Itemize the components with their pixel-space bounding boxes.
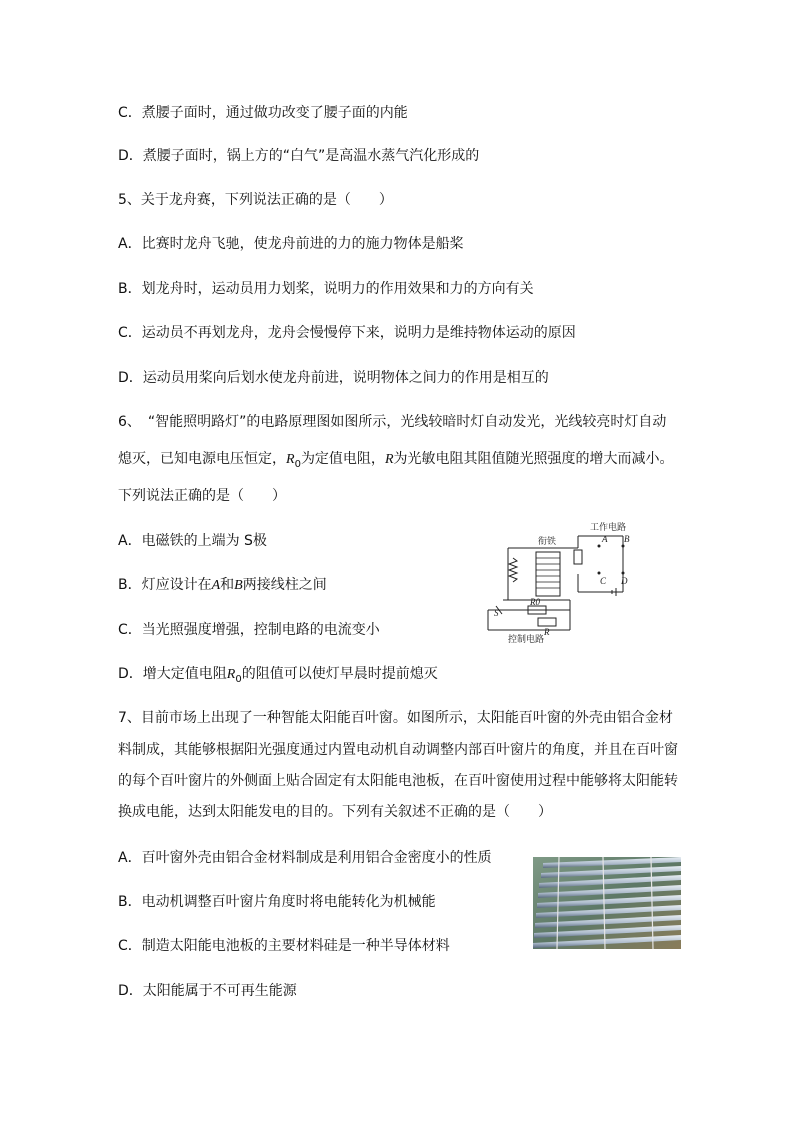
photoresistor-r bbox=[538, 618, 556, 626]
q6-option-b bbox=[118, 575, 327, 596]
solar-blinds-photo bbox=[533, 857, 681, 949]
q5-option-a: A．比赛时龙舟飞驰，使龙舟前进的力的施力物体是船桨 bbox=[118, 236, 464, 252]
q6-option-d-text1: D．增大定值电阻 bbox=[118, 666, 227, 682]
q6-stem-text-c: 为光敏电阻其阻值随光照强度的增大而减小。 bbox=[393, 451, 674, 467]
q6-option-a: A．电磁铁的上端为 S极 bbox=[118, 533, 267, 549]
contact-post bbox=[574, 550, 582, 564]
control-circuit-label: 控制电路 bbox=[508, 635, 545, 645]
q5-option-b: B．划龙舟时，运动员用力划桨，说明力的作用效果和力的方向有关 bbox=[118, 281, 534, 297]
q7-option-b: B．电动机调整百叶窗片角度时将电能转化为机械能 bbox=[118, 894, 436, 910]
q7-option-a: A．百叶窗外壳由铝合金材料制成是利用铝合金密度小的性质 bbox=[118, 850, 492, 866]
terminal-b-label: B bbox=[234, 578, 243, 593]
q7-option-c: C．制造太阳能电池板的主要材料硅是一种半导体材料 bbox=[118, 938, 450, 954]
r0-symbol: R bbox=[286, 452, 295, 467]
q5-stem: 5、关于龙舟赛，下列说法正确的是（ ） bbox=[118, 192, 393, 208]
q6-option-b-text1: B．灯应设计在 bbox=[118, 577, 212, 593]
q6-option-b-text3: 两接线柱之间 bbox=[242, 577, 327, 593]
q4-option-d: D．煮腰子面时，锅上方的“白气”是高温水蒸气汽化形成的 bbox=[118, 148, 480, 164]
label-s: S bbox=[494, 608, 499, 618]
electromagnet-coil bbox=[536, 552, 560, 596]
q6-stem-line1: 6、 “智能照明路灯”的电路原理图如图所示，光线较暗时灯自动发光，光线较亮时灯自动 bbox=[118, 414, 667, 430]
q6-option-c: C．当光照强度增强，控制电路的电流变小 bbox=[118, 622, 380, 638]
q6-option-d bbox=[118, 664, 438, 690]
label-r: R bbox=[544, 627, 550, 637]
label-c: C bbox=[600, 576, 607, 586]
q6-option-d-text2: 的阻值可以使灯早晨时提前熄灭 bbox=[241, 666, 438, 682]
circuit-diagram bbox=[478, 518, 650, 646]
q4-option-c: C．煮腰子面时，通过做功改变了腰子面的内能 bbox=[118, 105, 408, 121]
terminal-b bbox=[622, 545, 625, 548]
q7-stem-line3: 的每个百叶窗片的外侧面上贴合固定有太阳能电池板，在百叶窗使用过程中能够将太阳能转 bbox=[118, 773, 678, 789]
label-r0: R0 bbox=[530, 597, 540, 607]
r0-subscript: 0 bbox=[294, 458, 301, 470]
q7-option-d: D．太阳能属于不可再生能源 bbox=[118, 983, 297, 999]
q6-stem-text-b: 为定值电阻， bbox=[300, 451, 385, 467]
q5-option-c: C．运动员不再划龙舟，龙舟会慢慢停下来，说明力是维持物体运动的原因 bbox=[118, 325, 576, 341]
label-b: B bbox=[624, 534, 630, 544]
r-symbol: R bbox=[384, 452, 394, 467]
spring bbox=[509, 558, 517, 582]
q7-stem-line4: 换成电能，达到太阳能发电的目的。下列有关叙述不正确的是（ ） bbox=[118, 804, 552, 820]
q7-stem-line2: 料制成，其能够根据阳光强度通过内置电动机自动调整内部百叶窗片的角度，并且在百叶窗 bbox=[118, 742, 678, 758]
q5-option-d: D．运动员用桨向后划水使龙舟前进，说明物体之间力的作用是相互的 bbox=[118, 370, 549, 386]
terminal-a-label: A bbox=[211, 578, 221, 593]
q6-stem-text-a: 熄灭，已知电源电压恒定， bbox=[118, 451, 286, 467]
label-a: A bbox=[602, 534, 608, 544]
label-d: D bbox=[621, 576, 628, 586]
terminal-d bbox=[622, 572, 625, 575]
q6-option-b-text2: 和 bbox=[220, 577, 235, 593]
q7-stem-line1: 7、目前市场上出现了一种智能太阳能百叶窗。如图所示，太阳能百叶窗的外壳由铝合金材 bbox=[118, 710, 673, 726]
q6-stem-line2 bbox=[118, 449, 674, 475]
work-circuit-label: 工作电路 bbox=[590, 523, 627, 533]
armature-label: 衔铁 bbox=[538, 537, 557, 547]
r0-subscript: 0 bbox=[235, 673, 242, 685]
q6-stem-line3: 下列说法正确的是（ ） bbox=[118, 488, 286, 504]
terminal-c bbox=[598, 572, 601, 575]
terminal-a bbox=[598, 545, 601, 548]
r0-symbol: R bbox=[226, 667, 236, 682]
